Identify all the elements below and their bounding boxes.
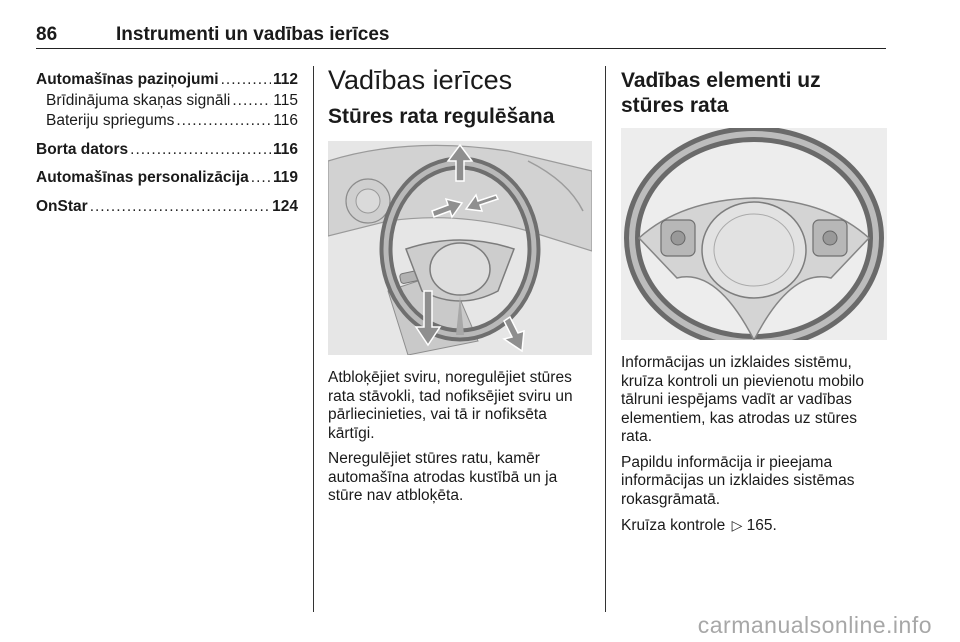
toc-entry-page: 112	[272, 71, 298, 88]
subsection-title: Vadības elementi uz stūres rata	[621, 69, 821, 117]
paragraph: Atbloķējiet sviru, noregulējiet stūres rata stāvokli, tad nofiksējiet sviru un pārliecinieties, vai tā ir nofiksēta kārtīgi.	[328, 369, 573, 442]
steering-wheel-controls-illustration	[621, 128, 887, 340]
steering-adjustment-svg	[328, 141, 592, 355]
toc-entry-page: 124	[272, 197, 298, 215]
toc-entry[interactable]	[36, 70, 298, 91]
chapter-title: Instrumenti un vadības ierīces	[116, 24, 390, 45]
cross-reference-text: Kruīza kontrole	[621, 517, 726, 534]
section-title: Vadības ierīces	[328, 65, 513, 95]
cross-reference[interactable]	[621, 516, 887, 536]
page-header	[36, 22, 886, 49]
toc-entry-label: OnStar	[36, 197, 88, 215]
toc-entry[interactable]	[36, 168, 298, 189]
toc-entry-label: Brīdinājuma skaņas signāli	[46, 91, 231, 109]
toc-leader-dots	[176, 111, 271, 132]
toc-entry[interactable]	[36, 140, 298, 161]
watermark: carmanualsonline.info	[697, 612, 932, 638]
toc-entry-label: Automašīnas personalizācija	[36, 169, 249, 186]
cross-reference-page: 165.	[746, 517, 777, 534]
toc-leader-dots	[251, 168, 271, 189]
column-steering-controls	[621, 64, 887, 543]
toc-leader-dots	[90, 197, 270, 218]
toc-leader-dots	[232, 91, 271, 112]
toc-leader-dots	[130, 140, 271, 161]
toc-entry-page: 119	[272, 169, 298, 186]
toc-entry-page: 116	[272, 140, 298, 158]
paragraph: Informācijas un izklaides sistēmu, kruīza kontroli un pievienotu mobilo tālruni iespējams vadīt ar vadības elementiem, kas atrodas uz stūres rata.	[621, 354, 864, 445]
toc-entry-label: Bateriju spriegums	[46, 112, 175, 129]
toc-entry-page: 115	[273, 91, 298, 109]
toc-entry[interactable]	[36, 111, 298, 132]
toc-entry-label: Automašīnas paziņojumi	[36, 71, 219, 88]
table-of-contents	[36, 70, 298, 217]
steering-wheel-adjustment-illustration	[328, 141, 592, 355]
toc-entry-page: 116	[273, 112, 298, 129]
steering-controls-svg	[621, 128, 887, 340]
column-steering-adjustment	[328, 64, 592, 513]
paragraph: Neregulējiet stūres ratu, kamēr automašīna atrodas kustībā un ja stūre nav atbloķēta.	[328, 450, 558, 504]
column-divider-left	[313, 66, 314, 612]
toc-entry[interactable]	[36, 197, 298, 218]
toc-entry[interactable]	[36, 91, 298, 112]
subsection-title: Stūres rata regulēšana	[328, 105, 555, 128]
page-number: 86	[36, 24, 58, 45]
toc-leader-dots	[221, 70, 271, 91]
reference-arrow-icon: ▷	[731, 517, 743, 533]
paragraph: Papildu informācija ir pieejama informācijas un izklaides sistēmas rokasgrāmatā.	[621, 453, 855, 508]
toc-entry-label: Borta dators	[36, 140, 129, 158]
column-divider-right	[605, 66, 606, 612]
